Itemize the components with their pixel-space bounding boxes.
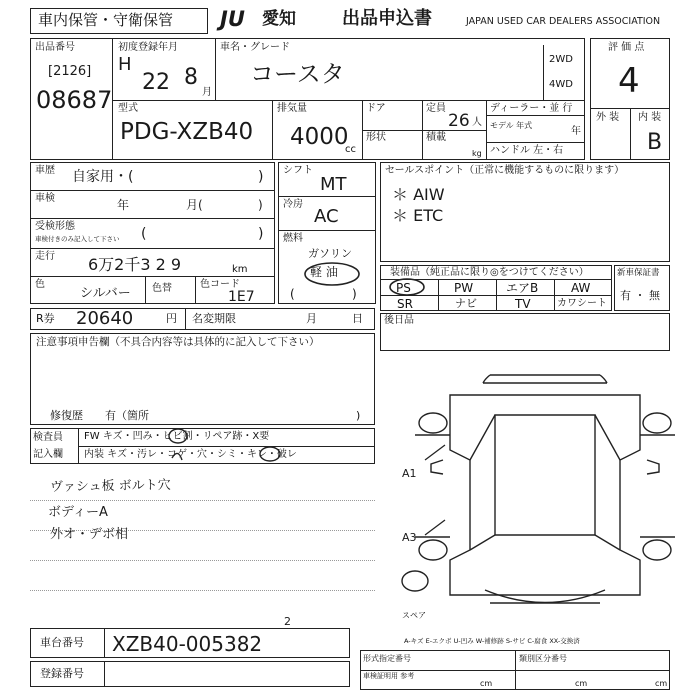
equipment-ps: PS — [396, 281, 411, 295]
equipment-ps-circle — [387, 277, 427, 297]
size-unit-2: cm — [575, 679, 588, 688]
size-unit-3: cm — [655, 679, 668, 688]
damage-mark-a1: A1 — [402, 467, 417, 480]
equipment-navi: ナビ — [455, 297, 477, 310]
model-year-label: モデル 年式 — [490, 121, 533, 130]
lot-number-label: 出品番号 — [35, 42, 75, 53]
first-registration-year: 22 — [142, 70, 170, 95]
fuel-diesel: 軽 油 — [310, 265, 338, 279]
recycle-label: R券 — [36, 312, 55, 325]
rear-items-label: 後日品 — [384, 315, 414, 326]
size-unit-1: cm — [480, 679, 493, 688]
inspector-marks — [30, 426, 375, 466]
first-registration-label: 初度登録年月 — [118, 42, 178, 53]
mileage-value: 6万2千3 2 9 — [88, 255, 182, 274]
color-change-label: 色替 — [152, 283, 172, 294]
first-registration-month: 8 — [184, 65, 198, 90]
recycle-unit: 円 — [166, 312, 177, 325]
inspector-label-1: 検査員 — [33, 432, 63, 443]
repair-history: 修復歴 有（箇所 — [50, 409, 149, 422]
mileage-unit: km — [232, 264, 248, 275]
chassis-label: 車台番号 — [40, 636, 84, 649]
rating-score: 4 — [618, 61, 640, 101]
chassis-value: XZB40-005382 — [112, 632, 263, 656]
damage-legend: A-キズ E-エクボ U-凹み W-補修跡 S-サビ C-腐食 XX-交換済 — [404, 637, 580, 645]
name-change-day: 日 — [352, 312, 363, 325]
equipment-pw: PW — [454, 281, 474, 295]
dealer-label: ディーラー・並 行 — [490, 103, 573, 114]
name-change-label: 名変期限 — [192, 312, 236, 325]
color-code-label: 色コード — [200, 279, 240, 290]
fuel-diesel-circle — [302, 260, 362, 290]
inspection-received-close: ) — [258, 226, 264, 242]
remark-line-3: 外オ・デボ相 — [50, 527, 129, 542]
repair-history-close: ) — [356, 409, 361, 422]
remark-line-1: ヴァシュ板 ボルト穴 — [49, 477, 171, 496]
aichi-logo: 愛知 — [262, 9, 296, 29]
warranty-label: 新車保証書 — [617, 268, 660, 278]
shift-value: MT — [320, 174, 347, 195]
aircon-value: AC — [314, 206, 339, 227]
aircon-label: 冷房 — [283, 199, 303, 210]
equipment-tv: TV — [515, 297, 531, 311]
recycle-value: 20640 — [76, 308, 134, 329]
inspection-received-label: 受検形態 — [35, 221, 75, 232]
inspection-received-note: 車検付きのみ記入して下さい — [35, 235, 120, 243]
handle-label: ハンドル 左・右 — [490, 145, 564, 156]
shift-label: シフト — [283, 165, 313, 176]
fuel-gasoline: ガソリン — [308, 247, 352, 260]
inspection-month: 月( — [186, 198, 203, 212]
sales-point-line1: ＊ AIW — [392, 185, 445, 204]
name-change-month: 月 — [306, 312, 317, 325]
month-unit: 月 — [202, 87, 212, 98]
displacement-value: 4000 — [290, 124, 349, 150]
color-label: 色 — [35, 279, 45, 290]
rating-label: 評 価 点 — [608, 42, 645, 53]
interior-score: B — [647, 130, 663, 155]
lot-number: 08687 — [36, 86, 113, 114]
first-registration-era: H — [118, 54, 132, 75]
inspection-close: ) — [258, 198, 263, 212]
class-number-label: 類別区分番号 — [519, 654, 567, 663]
fuel-label: 燃料 — [283, 233, 303, 244]
drive-4wd: 4WD — [549, 79, 573, 90]
rear-items-box — [380, 313, 670, 351]
inspection-year: 年 — [117, 198, 130, 212]
color-value: シルバー — [80, 286, 131, 301]
capacity-value: 26 — [448, 111, 470, 131]
damage-mark-a3: A3 — [402, 531, 417, 544]
shape-label: 形状 — [366, 132, 386, 143]
ju-logo: JU — [220, 7, 245, 31]
warranty-value: 有 ・ 無 — [620, 289, 660, 302]
door-label: ドア — [366, 103, 386, 114]
sales-point-line2: ＊ ETC — [392, 206, 444, 225]
displacement-unit: cc — [345, 144, 356, 155]
history-close: ) — [258, 169, 264, 185]
storage-badge-text: 車内保管・守衛保管 — [38, 11, 174, 29]
inspector-label-2: 記入欄 — [33, 449, 63, 460]
load-label: 積載 — [426, 132, 446, 143]
mileage-label: 走行 — [35, 251, 55, 262]
inspection-received-open: ( — [141, 226, 147, 242]
type-number-label: 形式指定番号 — [363, 654, 411, 663]
fuel-close: ) — [352, 287, 357, 301]
inspector-row-1: FW キズ・凹み・ヒビ割・リペア跡・X要 — [84, 431, 270, 442]
sales-point-label: セールスポイント（正常に機能するものに限ります） — [385, 165, 625, 176]
history-label: 車歴 — [35, 165, 55, 176]
displacement-label: 排気量 — [277, 103, 307, 114]
lot-bracket-number: [2126] — [48, 64, 92, 79]
equipment-leather-seat: カワシート — [557, 298, 607, 309]
remark-line-2: ボディーA — [48, 505, 108, 520]
equipment-aw: AW — [571, 281, 591, 295]
inspection-label: 車検 — [35, 193, 55, 204]
model-label: 型式 — [118, 103, 138, 114]
exterior-label: 外 装 — [596, 112, 620, 123]
equipment-airbag: エアB — [506, 281, 539, 295]
capacity-label: 定員 — [426, 103, 446, 114]
capacity-unit: 人 — [472, 117, 482, 128]
car-name-label: 車名・グレード — [220, 42, 290, 53]
car-name-value: コースタ — [250, 60, 345, 88]
drive-2wd: 2WD — [549, 54, 573, 65]
fuel-open: ( — [290, 287, 295, 301]
notes-label: 注意事項申告欄（不具合内容等は具体的に記入して下さい） — [36, 336, 320, 348]
equipment-label: 装備品（純正品に限り◎をつけてください） — [390, 267, 589, 278]
color-code-value: 1E7 — [228, 289, 255, 305]
model-value: PDG-XZB40 — [120, 119, 254, 145]
inspector-row-2: 内装 キズ・汚レ・コゲ・穴・シミ・キレ・破レ — [84, 449, 297, 460]
registration-label: 登録番号 — [40, 667, 84, 680]
chassis-correction: 2 — [284, 615, 291, 628]
form-title: 出品申込書 — [342, 8, 432, 29]
size-label: 車検証明用 参考 — [363, 672, 415, 680]
spare-tire-label: スペア — [402, 611, 426, 620]
model-year-unit: 年 — [571, 126, 581, 137]
interior-label: 内 装 — [638, 112, 662, 123]
load-unit: kg — [472, 149, 482, 158]
history-value: 自家用・( — [72, 169, 134, 185]
equipment-sr: SR — [397, 297, 413, 311]
vehicle-damage-diagram — [395, 355, 695, 615]
association-name: JAPAN USED CAR DEALERS ASSOCIATION — [466, 16, 661, 27]
